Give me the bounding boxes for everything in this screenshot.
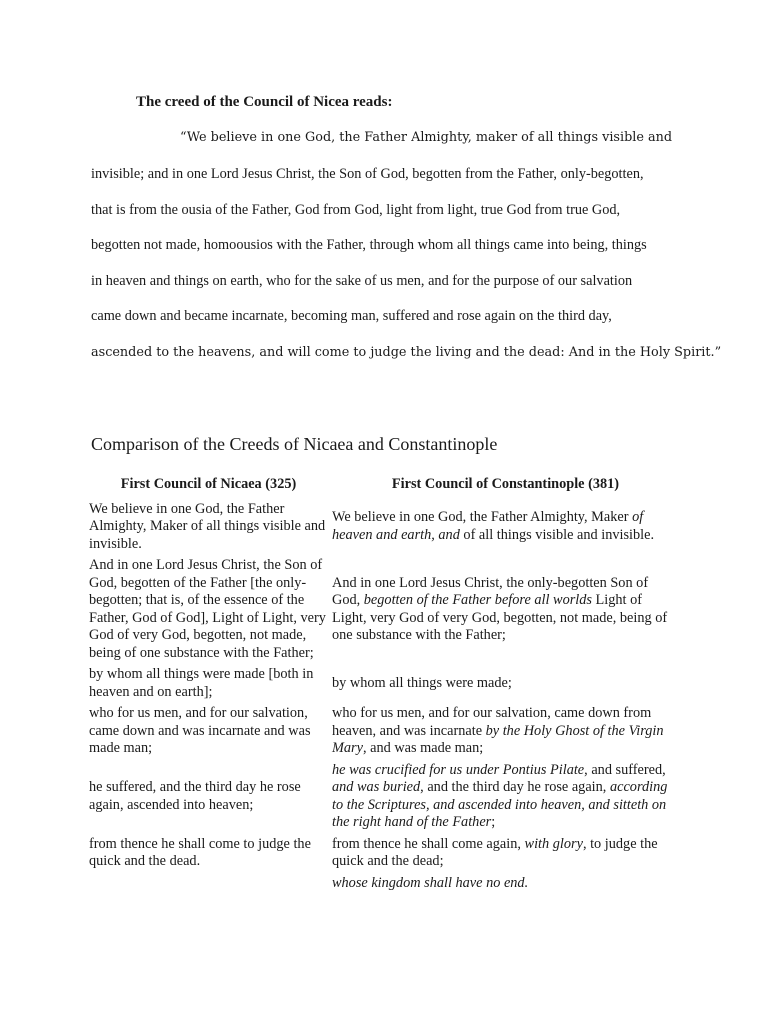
creeds-comparison-table xyxy=(87,472,681,895)
constantinople-cell xyxy=(330,704,681,761)
constantinople-cell xyxy=(330,665,681,704)
text-run: Light of Light, very God of very God, begotten, not made, being of one substance with the Father; xyxy=(332,592,668,643)
text-run: , to judge the quick and the dead; xyxy=(332,835,658,869)
creed-heading: The creed of the Council of Nicea reads: xyxy=(136,94,393,110)
text-run-added: according to the Scriptures, and ascended into heaven, and sitteth on the right hand of the Father xyxy=(332,779,668,830)
text-run: from thence he shall come again, xyxy=(332,835,525,852)
creed-quote-line: that is from the ousia of the Father, God from God, light from light, true God from true God, xyxy=(91,202,621,218)
text-run: of all things visible and invisible. xyxy=(459,526,655,543)
text-run: , and suffered, xyxy=(584,761,666,778)
text-run: ; xyxy=(491,814,496,830)
text-run-added: with glory xyxy=(524,835,583,852)
table-row xyxy=(87,874,681,896)
creed-quote-line: came down and became incarnate, becoming man, suffered and rose again on the third day, xyxy=(91,308,612,324)
nicaea-cell: who for us men, and for our salvation, came down and was incarnate and was made man; xyxy=(89,705,311,756)
text-run-added: of heaven and earth, and xyxy=(332,509,644,543)
text-run-added: by the Holy Ghost of the Virgin Mary xyxy=(332,722,664,756)
nicaea-cell: from thence he shall come to judge the quick and the dead. xyxy=(89,835,311,869)
text-run-added: and was buried xyxy=(332,779,421,795)
text-run: , and the third day he rose again, xyxy=(420,779,610,795)
column-header-nicaea: First Council of Nicaea (325) xyxy=(120,476,297,492)
creed-quote-line: ascended to the heavens, and will come to judge the living and the dead: And in the Holy Spirit.” xyxy=(91,345,722,360)
text-run: by whom all things were made; xyxy=(332,674,512,691)
creed-quote-line: “We believe in one God, the Father Almighty, maker of all things visible and xyxy=(180,130,673,145)
creed-quote-line: begotten not made, homoousios with the Father, through whom all things came into being, things xyxy=(91,237,647,253)
creed-quote-line: in heaven and things on earth, who for the sake of us men, and for the purpose of our salvation xyxy=(91,273,633,289)
table-header-row xyxy=(87,472,681,500)
text-run: And in one Lord Jesus Christ, the only-begotten Son of God, xyxy=(332,574,649,608)
constantinople-cell xyxy=(330,556,681,665)
table-row xyxy=(87,835,681,874)
constantinople-cell xyxy=(330,761,681,835)
text-run-added: whose kingdom shall have no end. xyxy=(332,874,529,891)
nicaea-cell: he suffered, and the third day he rose again, ascended into heaven; xyxy=(89,779,301,813)
text-run-added: he was crucified for us under Pontius Pilate xyxy=(332,761,585,778)
constantinople-cell xyxy=(330,835,681,874)
column-header-constantinople: First Council of Constantinople (381) xyxy=(391,476,620,492)
nicaea-cell xyxy=(87,874,330,896)
nicaea-cell: We believe in one God, the Father Almighty, Maker of all things visible and invisible. xyxy=(89,500,326,552)
table-row xyxy=(87,704,681,761)
text-run: We believe in one God, the Father Almighty, Maker xyxy=(332,509,633,526)
text-run-added: begotten of the Father before all worlds xyxy=(363,592,592,608)
table-row xyxy=(87,500,681,557)
table-row xyxy=(87,665,681,704)
table-row xyxy=(87,556,681,665)
text-run: who for us men, and for our salvation, came down from heaven, and was incarnate xyxy=(332,705,652,739)
text-run: , and was made man; xyxy=(362,740,484,756)
table-row xyxy=(87,761,681,835)
creed-quote-line: invisible; and in one Lord Jesus Christ, the Son of God, begotten from the Father, only-begotten, xyxy=(91,166,644,182)
comparison-title: Comparison of the Creeds of Nicaea and Constantinople xyxy=(91,434,498,454)
nicaea-cell: And in one Lord Jesus Christ, the Son of God, begotten of the Father [the only-begotten; that is, of the essence of the Father, God of God], Light of Light, very God of very God, begotten, not made, being of one substance with the Father; xyxy=(89,557,326,661)
constantinople-cell xyxy=(330,874,681,896)
nicaea-cell: by whom all things were made [both in heaven and on earth]; xyxy=(89,666,314,700)
constantinople-cell xyxy=(330,500,681,557)
